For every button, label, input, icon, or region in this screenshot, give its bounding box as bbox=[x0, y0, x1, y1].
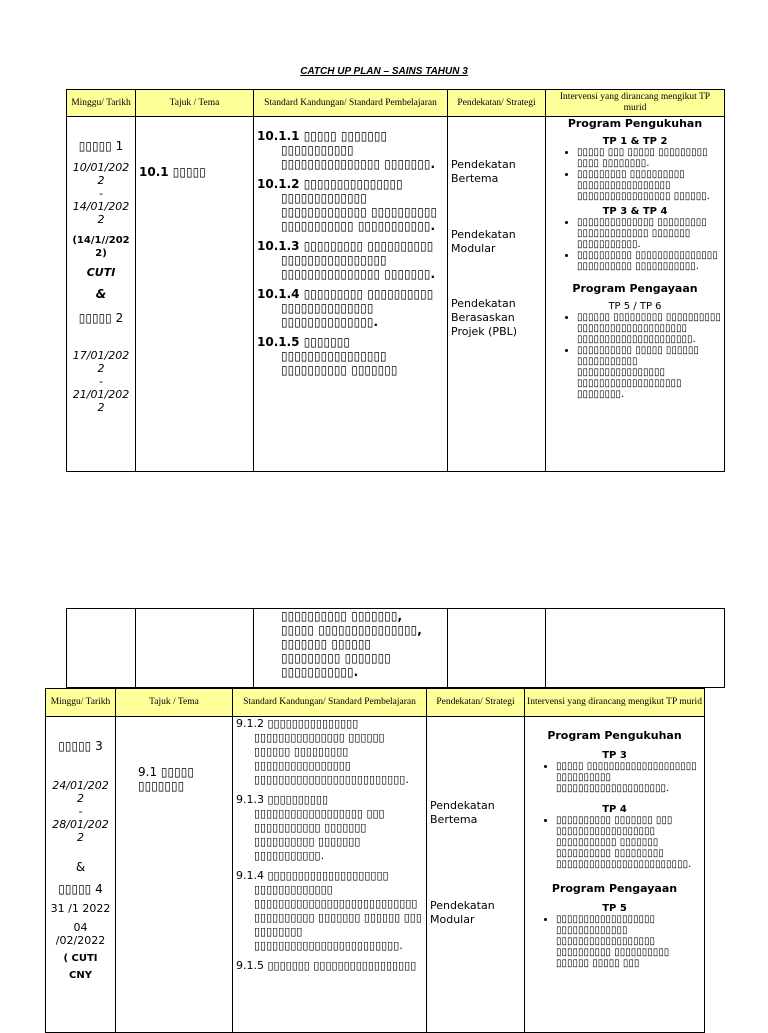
list-item: • ▯▯▯▯▯ ▯▯▯▯▯▯▯▯▯▯▯▯▯▯▯▯▯▯▯▯ ▯▯▯▯▯▯▯▯▯▯ ▯▯▯▯▯▯▯▯▯▯▯▯▯▯▯▯▯▯▯▯. bbox=[556, 761, 701, 794]
holiday-label: CUTI bbox=[86, 266, 116, 279]
empty-cell bbox=[136, 609, 254, 688]
strategy-item: Pendekatan Modular bbox=[430, 899, 495, 926]
strategy-item: Pendekatan Berasaskan Projek (PBL) bbox=[451, 297, 518, 338]
topic-cell bbox=[116, 717, 233, 1033]
standard-continued-line: ▯▯▯▯▯▯▯ ▯▯▯▯▯▯ bbox=[281, 637, 372, 651]
strategy-item: Pendekatan Bertema bbox=[451, 158, 516, 185]
strategy-item: Pendekatan Bertema bbox=[430, 799, 495, 826]
holiday-name: CNY bbox=[69, 970, 92, 981]
catch-up-plan-table-1 bbox=[66, 89, 725, 472]
holiday-label: ( CUTI bbox=[63, 953, 98, 964]
program-title: Program Pengayaan bbox=[551, 882, 678, 895]
strategy-cell bbox=[448, 117, 546, 472]
standard-item: 9.1.3 ▯▯▯▯▯▯▯▯▯▯ ▯▯▯▯▯▯▯▯▯▯▯▯▯▯▯▯▯▯ ▯▯▯ ▯▯▯▯▯▯▯▯▯▯▯ ▯▯▯▯▯▯▯ ▯▯▯▯▯▯▯▯▯▯ ▯▯▯▯▯▯▯ ▯▯▯▯▯▯▯▯▯▯▯. bbox=[236, 793, 385, 862]
header-intervensi: Intervensi yang dirancang mengikut TP murid bbox=[546, 90, 725, 117]
header-tajuk: Tajuk / Tema bbox=[116, 689, 233, 717]
standard-continued-line: ▯▯▯▯▯▯▯▯▯ ▯▯▯▯▯▯▯ bbox=[281, 651, 391, 665]
week-cell bbox=[67, 117, 136, 472]
program-title: Program Pengayaan bbox=[572, 282, 698, 295]
standard-continued-line: ▯▯▯▯▯▯▯▯▯▯▯. bbox=[281, 665, 359, 679]
list-item: • ▯▯▯▯▯▯▯▯▯▯ ▯▯▯▯▯▯▯▯▯▯▯▯▯▯▯ ▯▯▯▯▯▯▯▯▯▯ ▯▯▯▯▯▯▯▯▯▯▯. bbox=[577, 250, 721, 272]
empty-cell bbox=[448, 609, 546, 688]
table-header-row bbox=[67, 90, 725, 117]
date-dash: - bbox=[99, 187, 103, 200]
program-title: Program Pengukuhan bbox=[547, 729, 682, 742]
standard-continued-line: ▯▯▯▯▯ ▯▯▯▯▯▯▯▯▯▯▯▯▯▯▯, bbox=[281, 623, 422, 637]
table-header-row bbox=[46, 689, 705, 717]
header-standard: Standard Kandungan/ Standard Pembelajaran bbox=[233, 689, 427, 717]
list-item: • ▯▯▯▯▯▯▯▯▯▯ ▯▯▯▯▯ ▯▯▯▯▯▯ ▯▯▯▯▯▯▯▯▯▯▯ ▯▯▯▯▯▯▯▯▯▯▯▯▯▯▯▯ ▯▯▯▯▯▯▯▯▯▯▯▯▯▯▯▯▯▯▯ ▯▯▯▯▯▯▯▯. bbox=[577, 345, 721, 400]
intervention-list bbox=[528, 761, 701, 794]
standards-continued-cell bbox=[254, 609, 448, 688]
table-row bbox=[46, 717, 705, 1033]
date-end: 14/01/202 2 bbox=[72, 200, 130, 226]
standard-item: 9.1.5 ▯▯▯▯▯▯▯ ▯▯▯▯▯▯▯▯▯▯▯▯▯▯▯▯▯ bbox=[236, 959, 417, 972]
strategy-item: Pendekatan Modular bbox=[451, 228, 516, 255]
list-item: • ▯▯▯▯▯ ▯▯▯ ▯▯▯▯▯ ▯▯▯▯▯▯▯▯▯ ▯▯▯▯ ▯▯▯▯▯▯▯▯. bbox=[577, 147, 721, 169]
header-pendekatan: Pendekatan/ Strategi bbox=[448, 90, 546, 117]
tp-level: TP 3 bbox=[602, 750, 627, 761]
standards-cell bbox=[254, 117, 448, 472]
week-cell bbox=[46, 717, 116, 1033]
date-start: 17/01/202 2 bbox=[72, 349, 130, 375]
tp-level: TP 5 bbox=[602, 903, 627, 914]
standard-item: 10.1.1 ▯▯▯▯▯ ▯▯▯▯▯▯▯ ▯▯▯▯▯▯▯▯▯▯▯ ▯▯▯▯▯▯▯▯▯▯▯▯▯▯▯ ▯▯▯▯▯▯▯. bbox=[257, 129, 436, 171]
header-minggu: Minggu/ Tarikh bbox=[46, 689, 116, 717]
date-start: 24/01/202 2 bbox=[52, 779, 109, 805]
tp-level: TP 4 bbox=[602, 804, 627, 815]
tp-level: TP 1 & TP 2 bbox=[602, 136, 668, 147]
standard-item: 10.1.3 ▯▯▯▯▯▯▯▯▯ ▯▯▯▯▯▯▯▯▯▯ ▯▯▯▯▯▯▯▯▯▯▯▯▯▯▯▯ ▯▯▯▯▯▯▯▯▯▯▯▯▯▯▯ ▯▯▯▯▯▯▯. bbox=[257, 239, 436, 281]
date-dash: - bbox=[78, 805, 83, 818]
intervention-cell bbox=[525, 717, 705, 1033]
intervention-list bbox=[549, 147, 721, 202]
continuation-table bbox=[66, 608, 725, 688]
holiday-date: (14/1//202 2) bbox=[72, 235, 130, 259]
list-item: • ▯▯▯▯▯▯▯▯▯ ▯▯▯▯▯▯▯▯▯▯ ▯▯▯▯▯▯▯▯▯▯▯▯▯▯▯▯▯ ▯▯▯▯▯▯▯▯▯▯▯▯▯▯▯▯▯ ▯▯▯▯▯▯. bbox=[577, 169, 721, 202]
date-dash: - bbox=[99, 375, 103, 388]
topic-title: 9.1 ▯▯▯▯▯ ▯▯▯▯▯▯▯ bbox=[138, 765, 194, 793]
topic-title: 10.1 ▯▯▯▯▯ bbox=[139, 165, 206, 179]
page-title: CATCH UP PLAN – SAINS TAHUN 3 bbox=[300, 66, 468, 77]
date-start: 31 /1 2022 bbox=[50, 902, 111, 915]
week-label: ▯▯▯▯▯ 2 bbox=[78, 311, 124, 325]
header-tajuk: Tajuk / Tema bbox=[136, 90, 254, 117]
list-item: • ▯▯▯▯▯▯▯▯▯▯ ▯▯▯▯▯▯▯ ▯▯▯ ▯▯▯▯▯▯▯▯▯▯▯▯▯▯▯▯▯▯ ▯▯▯▯▯▯▯▯▯▯▯ ▯▯▯▯▯▯▯ ▯▯▯▯▯▯▯▯▯▯ ▯▯▯▯▯▯▯▯▯ ▯▯▯▯▯▯▯▯▯▯▯▯▯▯▯▯▯▯▯▯▯▯▯▯. bbox=[556, 815, 701, 870]
week-label: ▯▯▯▯▯ 3 bbox=[58, 739, 103, 753]
intervention-list bbox=[528, 815, 701, 870]
header-intervensi: Intervensi yang dirancang mengikut TP murid bbox=[525, 689, 705, 717]
standard-item: 9.1.4 ▯▯▯▯▯▯▯▯▯▯▯▯▯▯▯▯▯▯▯▯ ▯▯▯▯▯▯▯▯▯▯▯▯▯ ▯▯▯▯▯▯▯▯▯▯▯▯▯▯▯▯▯▯▯▯▯▯▯▯▯▯▯ ▯▯▯▯▯▯▯▯▯▯ ▯▯▯▯▯▯▯ ▯▯▯▯▯▯ ▯▯▯ ▯▯▯▯▯▯▯▯ ▯▯▯▯▯▯▯▯▯▯▯▯▯▯▯▯▯▯▯▯▯▯▯▯. bbox=[236, 869, 422, 952]
intervention-cell bbox=[546, 117, 725, 472]
date-start: 10/01/202 2 bbox=[72, 161, 130, 187]
standard-item: 10.1.2 ▯▯▯▯▯▯▯▯▯▯▯▯▯▯▯ ▯▯▯▯▯▯▯▯▯▯▯▯▯ ▯▯▯▯▯▯▯▯▯▯▯▯▯ ▯▯▯▯▯▯▯▯▯▯ ▯▯▯▯▯▯▯▯▯▯▯ ▯▯▯▯▯▯▯▯▯▯▯. bbox=[257, 177, 438, 233]
catch-up-plan-table-2 bbox=[45, 688, 705, 1033]
empty-cell bbox=[67, 609, 136, 688]
standard-continued-line: ▯▯▯▯▯▯▯▯▯▯ ▯▯▯▯▯▯▯, bbox=[281, 609, 402, 623]
topic-cell bbox=[136, 117, 254, 472]
date-end: 21/01/202 2 bbox=[72, 388, 130, 414]
standard-item: 10.1.5 ▯▯▯▯▯▯▯ ▯▯▯▯▯▯▯▯▯▯▯▯▯▯▯▯ ▯▯▯▯▯▯▯▯▯▯ ▯▯▯▯▯▯▯ bbox=[257, 335, 398, 377]
list-item: • ▯▯▯▯▯▯▯▯▯▯▯▯▯▯ ▯▯▯▯▯▯▯▯▯ ▯▯▯▯▯▯▯▯▯▯▯▯▯ ▯▯▯▯▯▯▯ ▯▯▯▯▯▯▯▯▯▯▯. bbox=[577, 217, 721, 250]
header-minggu: Minggu/ Tarikh bbox=[67, 90, 136, 117]
header-pendekatan: Pendekatan/ Strategi bbox=[427, 689, 525, 717]
ampersand: & bbox=[75, 860, 86, 874]
tp-level: TP 3 & TP 4 bbox=[602, 206, 668, 217]
intervention-list bbox=[549, 217, 721, 272]
standard-item: 10.1.4 ▯▯▯▯▯▯▯▯▯ ▯▯▯▯▯▯▯▯▯▯ ▯▯▯▯▯▯▯▯▯▯▯▯▯▯ ▯▯▯▯▯▯▯▯▯▯▯▯▯▯. bbox=[257, 287, 434, 329]
standard-item: 9.1.2 ▯▯▯▯▯▯▯▯▯▯▯▯▯▯▯ ▯▯▯▯▯▯▯▯▯▯▯▯▯▯▯ ▯▯▯▯▯▯ ▯▯▯▯▯▯ ▯▯▯▯▯▯▯▯▯ ▯▯▯▯▯▯▯▯▯▯▯▯▯▯▯▯ ▯▯▯▯▯▯▯▯▯▯▯▯▯▯▯▯▯▯▯▯▯▯▯▯▯. bbox=[236, 717, 409, 786]
ampersand: & bbox=[95, 287, 107, 301]
table-row bbox=[67, 117, 725, 472]
list-item: • ▯▯▯▯▯▯ ▯▯▯▯▯▯▯▯▯ ▯▯▯▯▯▯▯▯▯▯ ▯▯▯▯▯▯▯▯▯▯▯▯▯▯▯▯▯▯▯▯ ▯▯▯▯▯▯▯▯▯▯▯▯▯▯▯▯▯▯▯▯▯. bbox=[577, 312, 721, 345]
table-row bbox=[67, 609, 725, 688]
date-end: 28/01/202 2 bbox=[52, 818, 109, 844]
standards-cell bbox=[233, 717, 427, 1033]
intervention-list bbox=[549, 312, 721, 400]
strategy-cell bbox=[427, 717, 525, 1033]
empty-cell bbox=[546, 609, 725, 688]
week-label: ▯▯▯▯▯ 1 bbox=[78, 139, 124, 153]
tp-level: TP 5 / TP 6 bbox=[608, 301, 662, 312]
header-standard: Standard Kandungan/ Standard Pembelajaran bbox=[254, 90, 448, 117]
week-label: ▯▯▯▯▯ 4 bbox=[58, 882, 103, 896]
intervention-list bbox=[528, 914, 701, 969]
date-end: 04 /02/2022 bbox=[55, 921, 106, 947]
list-item: • ▯▯▯▯▯▯▯▯▯▯▯▯▯▯▯▯▯▯ ▯▯▯▯▯▯▯▯▯▯▯▯▯ ▯▯▯▯▯▯▯▯▯▯▯▯▯▯▯▯▯▯ ▯▯▯▯▯▯▯▯▯▯ ▯▯▯▯▯▯▯▯▯▯ ▯▯▯▯▯▯ ▯▯▯▯▯ ▯▯▯ bbox=[556, 914, 701, 969]
program-title: Program Pengukuhan bbox=[567, 117, 703, 130]
